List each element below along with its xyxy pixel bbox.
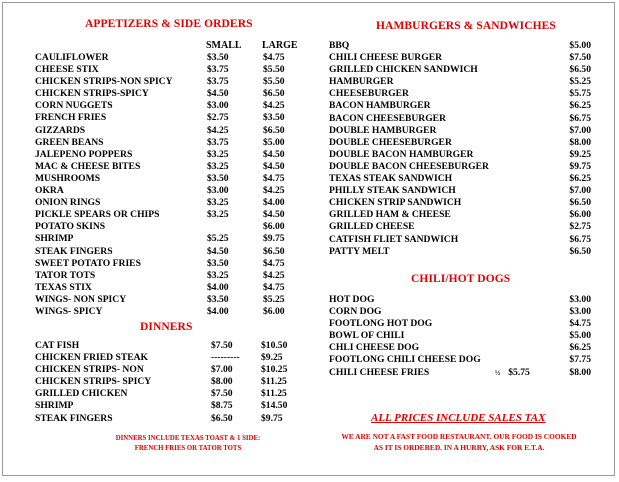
chili-row	[329, 306, 591, 318]
large-price: $11.25	[261, 376, 287, 388]
appetizer-row	[35, 270, 305, 282]
item-price: $3.00	[569, 306, 591, 318]
small-price: $4.50	[207, 245, 229, 257]
large-price: $14.50	[261, 400, 288, 412]
small-price: $6.50	[211, 412, 233, 424]
item-name: SWEET POTATO FRIES	[35, 257, 141, 269]
hamburger-row	[329, 52, 591, 64]
item-name: GRILLED CHEESE	[329, 221, 415, 233]
item-name: BACON HAMBURGER	[329, 100, 431, 112]
item-name: PHILLY STEAK SANDWICH	[329, 185, 456, 197]
item-name: CHICKEN FRIED STEAK	[35, 352, 149, 364]
item-price: $5.00	[569, 40, 591, 51]
dinner-row	[35, 413, 305, 425]
appetizer-row	[35, 52, 305, 64]
small-price: $7.00	[211, 364, 233, 376]
small-price: $3.75	[207, 76, 229, 88]
item-price: $5.00	[569, 330, 591, 342]
item-price: $6.25	[569, 173, 591, 185]
item-name: PATTY MELT	[329, 245, 390, 257]
hamburger-row	[329, 221, 591, 233]
chili-row	[329, 318, 591, 330]
hamburger-row	[329, 125, 591, 137]
appetizer-row	[35, 100, 305, 112]
item-price: $7.00	[569, 185, 591, 197]
item-name: SHRIMP	[35, 233, 74, 245]
chili-row	[329, 354, 591, 366]
item-price: $2.75	[569, 221, 591, 233]
item-name: DOUBLE BACON CHEESEBURGER	[329, 160, 489, 172]
item-price: $7.75	[569, 354, 591, 366]
appetizer-row	[35, 125, 305, 137]
appetizer-row	[35, 282, 305, 294]
dinner-row	[35, 400, 305, 412]
dinner-row	[35, 364, 305, 376]
small-price: $3.75	[207, 64, 229, 76]
small-price: $4.00	[207, 281, 229, 293]
appetizer-row	[35, 197, 305, 209]
chili-list	[329, 294, 591, 379]
item-price: $3.00	[569, 294, 591, 305]
chili-row	[329, 342, 591, 354]
item-name: CHILI CHEESE BURGER	[329, 52, 443, 64]
restaurant-note	[325, 431, 593, 453]
appetizer-row	[35, 149, 305, 161]
item-name: TATOR TOTS	[35, 269, 96, 281]
small-price: $2.75	[207, 112, 229, 124]
large-price: $4.25	[263, 185, 285, 197]
item-name: CHILI CHEESE FRIES	[329, 366, 430, 378]
item-name: TEXAS STEAK SANDWICH	[329, 173, 453, 185]
chili-row	[329, 367, 591, 379]
item-price: $6.25	[569, 342, 591, 354]
item-name: TEXAS STIX	[35, 281, 92, 293]
dinners-title: DINNERS	[140, 321, 193, 333]
item-name: WINGS- NON SPICY	[35, 293, 127, 305]
item-name: DOUBLE CHEESEBURGER	[329, 136, 452, 148]
large-price: $3.50	[263, 112, 285, 124]
hamburger-row	[329, 149, 591, 161]
restaurant-note-line1: WE ARE NOT A FAST FOOD RESTAURANT. OUR FOOD IS COOKED	[341, 432, 577, 441]
appetizer-row	[35, 185, 305, 197]
large-price: $5.00	[263, 136, 285, 148]
hamburger-row	[329, 161, 591, 173]
small-price: $3.50	[207, 257, 229, 269]
item-name: CHEESEBURGER	[329, 88, 409, 100]
large-price: $6.00	[263, 305, 285, 317]
large-price: $6.50	[263, 245, 285, 257]
large-price: $4.50	[263, 148, 285, 160]
hamburgers-title: HAMBURGERS & SANDWICHES	[376, 20, 556, 32]
hamburger-row	[329, 113, 591, 125]
small-price: $3.25	[207, 269, 229, 281]
item-name: CAULIFLOWER	[35, 52, 109, 63]
item-name: CHICKEN STRIPS-NON SPICY	[35, 76, 173, 88]
appetizer-row	[35, 233, 305, 245]
small-price: $3.75	[207, 136, 229, 148]
small-price: $3.25	[207, 148, 229, 160]
item-price: $4.75	[569, 318, 591, 330]
item-name: WINGS- SPICY	[35, 305, 103, 317]
item-price: $6.75	[569, 112, 591, 124]
large-price: $4.50	[263, 209, 285, 221]
large-price: $5.50	[263, 76, 285, 88]
hamburger-row	[329, 197, 591, 209]
menu-page	[2, 2, 615, 476]
item-name: GRILLED CHICKEN	[35, 388, 128, 400]
dinners-note-line2: FRENCH FRIES OR TATOR TOTS	[134, 444, 242, 452]
appetizer-row	[35, 173, 305, 185]
item-name: STEAK FINGERS	[35, 245, 113, 257]
dinner-row	[35, 376, 305, 388]
large-price: $9.25	[261, 352, 283, 364]
item-name: FOOTLONG HOT DOG	[329, 318, 433, 330]
item-price: $5.75	[569, 88, 591, 100]
appetizer-row	[35, 306, 305, 318]
item-name: GRILLED HAM & CHEESE	[329, 209, 451, 221]
dinners-note	[113, 434, 263, 453]
item-name: CHEESE STIX	[35, 64, 99, 76]
item-price: $6.50	[569, 64, 591, 76]
small-column-header: SMALL	[206, 40, 242, 51]
appetizer-row	[35, 294, 305, 306]
item-price: $7.50	[569, 52, 591, 64]
chili-row	[329, 330, 591, 342]
hamburger-row	[329, 209, 591, 221]
small-price: $8.00	[211, 376, 233, 388]
item-name: FOOTLONG CHILI CHEESE DOG	[329, 354, 481, 366]
item-name: BBQ	[329, 40, 350, 51]
large-price: $4.75	[263, 52, 285, 63]
item-name: CHICKEN STRIPS- NON	[35, 364, 144, 376]
appetizer-row	[35, 112, 305, 124]
item-name: CORN NUGGETS	[35, 100, 113, 112]
small-price: $5.25	[207, 233, 229, 245]
item-price: $6.50	[569, 245, 591, 257]
item-name: GRILLED CHICKEN SANDWICH	[329, 64, 478, 76]
hamburger-row	[329, 185, 591, 197]
item-name: JALEPENO POPPERS	[35, 148, 133, 160]
item-name: CHICKEN STRIP SANDWICH	[329, 197, 462, 209]
appetizer-row	[35, 209, 305, 221]
large-price: $5.50	[263, 64, 285, 76]
item-name: OKRA	[35, 185, 64, 197]
appetizer-row	[35, 137, 305, 149]
large-price: $9.75	[263, 233, 285, 245]
item-price: $9.25	[569, 148, 591, 160]
small-price: $3.00	[207, 185, 229, 197]
small-price: $7.50	[211, 340, 233, 351]
small-price: $3.00	[207, 100, 229, 112]
appetizer-row	[35, 258, 305, 270]
item-price: $6.75	[569, 233, 591, 245]
large-price: $6.00	[263, 221, 285, 233]
half-price: ½ $5.75	[495, 366, 530, 378]
item-name: GREEN BEANS	[35, 136, 104, 148]
small-price: $4.00	[207, 305, 229, 317]
appetizer-row	[35, 246, 305, 258]
item-name: DOUBLE HAMBURGER	[329, 124, 437, 136]
item-price: $6.25	[569, 100, 591, 112]
small-price: $3.25	[207, 197, 229, 209]
large-column-header: LARGE	[262, 40, 298, 51]
item-name: CAT FISH	[35, 340, 80, 351]
item-name: GIZZARDS	[35, 124, 86, 136]
large-price: $11.25	[261, 388, 287, 400]
item-name: FRENCH FRIES	[35, 112, 107, 124]
appetizer-row	[35, 88, 305, 100]
hamburger-row	[329, 100, 591, 112]
hamburger-row	[329, 88, 591, 100]
chili-row	[329, 294, 591, 306]
item-name: CHICKEN STRIPS- SPICY	[35, 376, 152, 388]
appetizer-row	[35, 76, 305, 88]
large-price: $10.50	[261, 340, 288, 351]
item-name: ONION RINGS	[35, 197, 101, 209]
large-price: $6.50	[263, 88, 285, 100]
large-price: $4.25	[263, 269, 285, 281]
item-name: POTATO SKINS	[35, 221, 106, 233]
small-price: $4.50	[207, 88, 229, 100]
item-name: DOUBLE BACON HAMBURGER	[329, 148, 474, 160]
appetizer-row	[35, 161, 305, 173]
sales-tax-notice: ALL PRICES INCLUDE SALES TAX	[371, 412, 546, 424]
large-price: $9.75	[261, 412, 283, 424]
large-price: $5.25	[263, 293, 285, 305]
hamburger-row	[329, 76, 591, 88]
large-price: $4.75	[263, 281, 285, 293]
hamburger-row	[329, 137, 591, 149]
item-name: SHRIMP	[35, 400, 74, 412]
item-price: $6.50	[569, 197, 591, 209]
dinners-note-line1: DINNERS INCLUDE TEXAS TOAST & 1 SIDE:	[115, 435, 261, 442]
item-name: HOT DOG	[329, 294, 375, 305]
item-name: MUSHROOMS	[35, 172, 101, 184]
restaurant-note-line2: AS IT IS ORDERED. IN A HURRY, ASK FOR E.T.A.	[373, 443, 545, 452]
item-name: CATFISH FLIET SANDWICH	[329, 233, 459, 245]
dinner-row	[35, 388, 305, 400]
small-price: $4.25	[207, 124, 229, 136]
hamburgers-list	[329, 40, 591, 258]
item-name: CHLI CHEESE DOG	[329, 342, 420, 354]
large-price: $4.25	[263, 100, 285, 112]
item-name: HAMBURGER	[329, 76, 394, 88]
small-price: $3.25	[207, 209, 229, 221]
chili-title: CHILI/HOT DOGS	[411, 273, 511, 285]
appetizers-title: APPETIZERS & SIDE ORDERS	[85, 18, 253, 30]
appetizer-row	[35, 64, 305, 76]
item-name: MAC & CHEESE BITES	[35, 160, 141, 172]
hamburger-row	[329, 234, 591, 246]
appetizers-list	[35, 52, 305, 318]
item-price: $7.00	[569, 124, 591, 136]
small-price: $8.75	[211, 400, 233, 412]
hamburger-row	[329, 246, 591, 258]
item-price: $5.25	[569, 76, 591, 88]
appetizer-row	[35, 221, 305, 233]
large-price: $4.00	[263, 197, 285, 209]
dinners-list	[35, 340, 305, 425]
item-name: STEAK FINGERS	[35, 412, 113, 424]
item-price: $8.00	[569, 136, 591, 148]
small-price: $3.50	[207, 172, 229, 184]
dinner-row	[35, 340, 305, 352]
large-price: $4.50	[263, 160, 285, 172]
large-price: $4.75	[263, 257, 285, 269]
small-price: $7.50	[211, 388, 233, 400]
large-price: $6.50	[263, 124, 285, 136]
item-price: $6.00	[569, 209, 591, 221]
item-price: $8.00	[569, 366, 591, 378]
large-price: $10.25	[261, 364, 288, 376]
item-name: CORN DOG	[329, 306, 382, 318]
small-price: $3.25	[207, 160, 229, 172]
item-name: BOWL OF CHILI	[329, 330, 405, 342]
item-name: PICKLE SPEARS OR CHIPS	[35, 209, 160, 221]
small-price: ---------	[211, 352, 240, 364]
item-price: $9.75	[569, 160, 591, 172]
hamburger-row	[329, 64, 591, 76]
hamburger-row	[329, 173, 591, 185]
small-price: $3.50	[207, 293, 229, 305]
dinner-row	[35, 352, 305, 364]
item-name: CHICKEN STRIPS-SPICY	[35, 88, 149, 100]
large-price: $4.75	[263, 172, 285, 184]
item-name: BACON CHEESEBURGER	[329, 112, 447, 124]
hamburger-row	[329, 40, 591, 52]
small-price: $3.50	[207, 52, 229, 63]
